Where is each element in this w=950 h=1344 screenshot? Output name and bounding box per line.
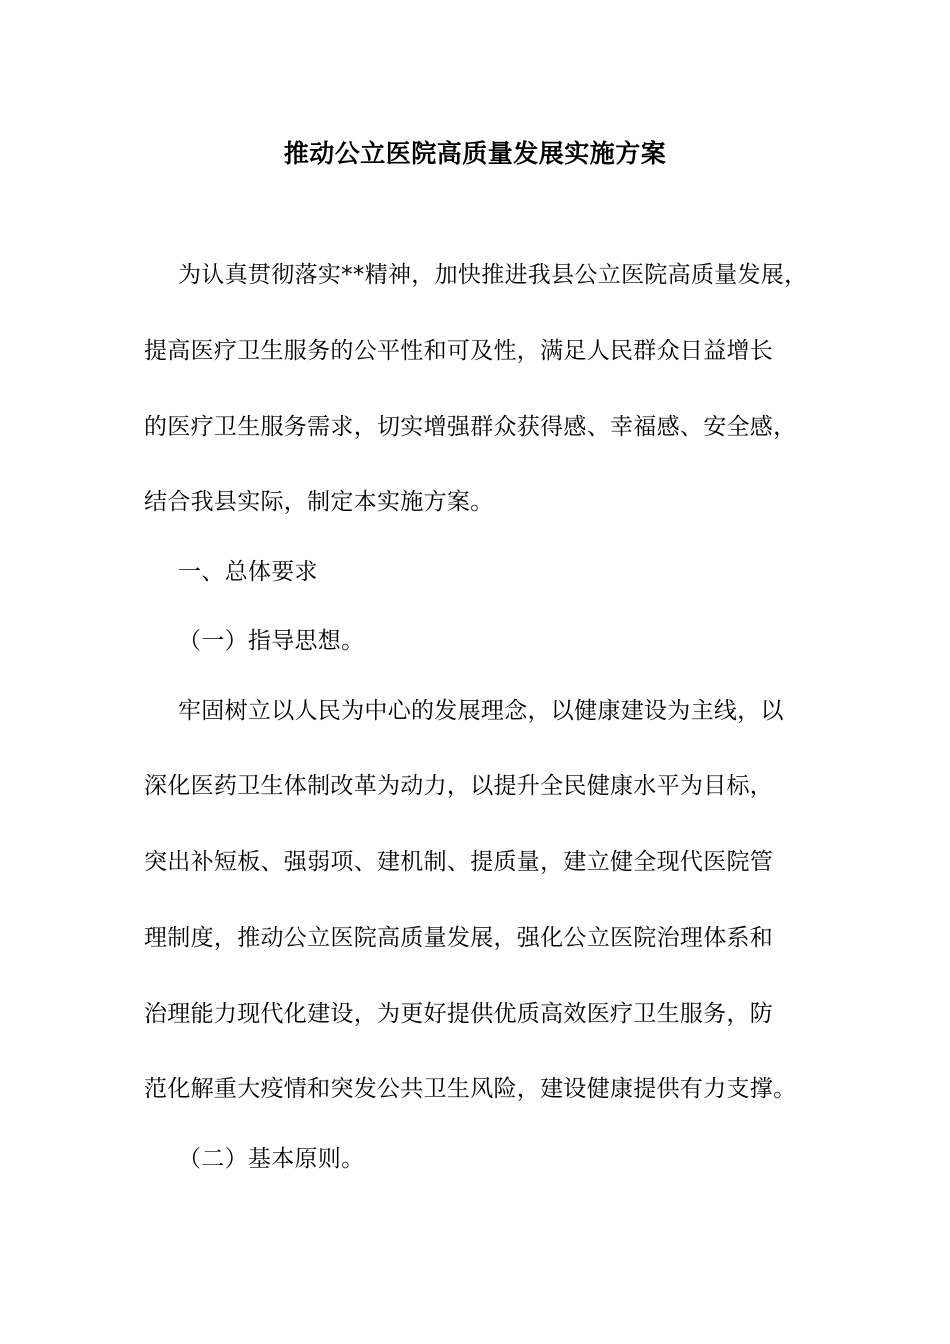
paragraph-line: 结合我县实际，制定本实施方案。 bbox=[144, 489, 494, 515]
paragraph-line: 突出补短板、强弱项、建机制、提质量，建立健全现代医院管 bbox=[144, 849, 774, 875]
section-heading: 一、总体要求 bbox=[178, 559, 318, 585]
subsection-heading: （一）指导思想。 bbox=[178, 628, 365, 654]
paragraph-line: 为认真贯彻落实**精神，加快推进我县公立医院高质量发展， bbox=[178, 262, 808, 288]
paragraph-line: 的医疗卫生服务需求，切实增强群众获得感、幸福感、安全感， bbox=[144, 414, 797, 440]
paragraph-line: 治理能力现代化建设，为更好提供优质高效医疗卫生服务，防 bbox=[144, 1001, 774, 1027]
paragraph-line: 理制度，推动公立医院高质量发展，强化公立医院治理体系和 bbox=[144, 925, 774, 951]
paragraph-line: 牢固树立以人民为中心的发展理念，以健康建设为主线，以 bbox=[178, 698, 784, 724]
subsection-heading: （二）基本原则。 bbox=[178, 1146, 365, 1172]
paragraph-line: 范化解重大疫情和突发公共卫生风险，建设健康提供有力支撑。 bbox=[144, 1076, 797, 1102]
document-title: 推动公立医院高质量发展实施方案 bbox=[283, 139, 667, 168]
paragraph-line: 提高医疗卫生服务的公平性和可及性，满足人民群众日益增长 bbox=[144, 338, 774, 364]
paragraph-line: 深化医药卫生体制改革为动力，以提升全民健康水平为目标， bbox=[144, 773, 774, 799]
